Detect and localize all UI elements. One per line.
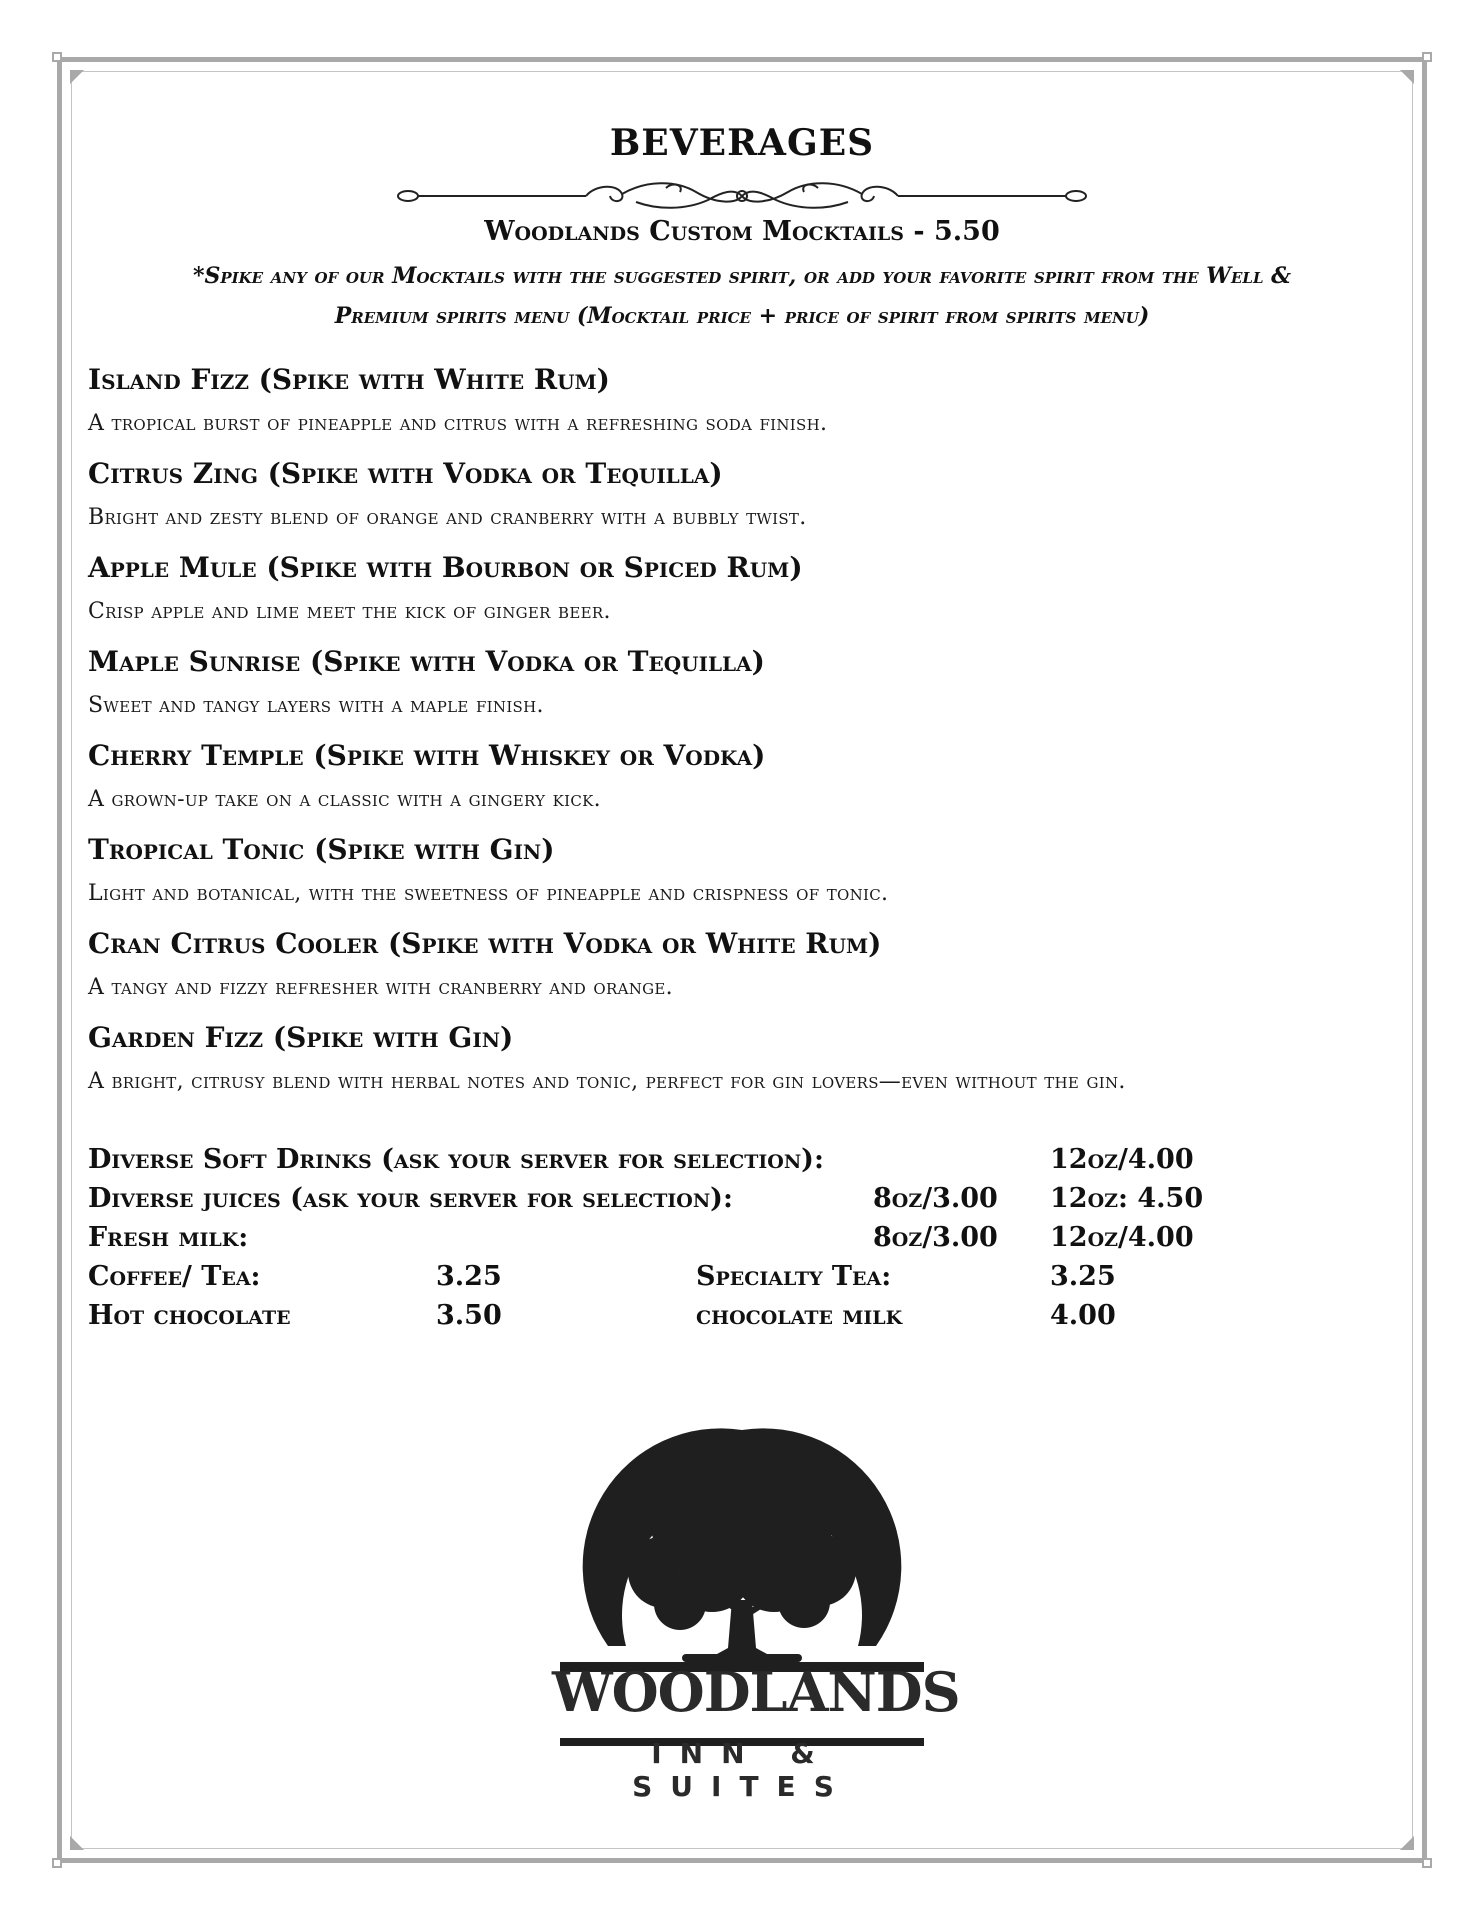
spike-note-line-1: *Spike any of our Mocktails with the suggested spirit, or add your favorite spirit from the Well &	[192, 263, 1292, 289]
drink-name: Garden Fizz (Spike with Gin)	[88, 1021, 514, 1054]
corner-ornament-top-left	[70, 70, 84, 84]
corner-square-top-left	[52, 52, 62, 62]
drink-name: Cherry Temple (Spike with Whiskey or Vodka)	[88, 739, 766, 772]
list-item	[88, 826, 1408, 920]
corner-ornament-bottom-right	[1400, 1836, 1414, 1850]
price-row-coffee-tea	[88, 1257, 1388, 1296]
coffee-tea-price: 3.25	[436, 1261, 502, 1292]
flourish-divider-icon	[396, 180, 1088, 212]
list-item	[88, 356, 1408, 450]
chocolate-milk-label: chocolate milk	[696, 1300, 903, 1331]
juices-8oz-price: 8oz/3.00	[873, 1183, 998, 1214]
page-title: BEVERAGES	[609, 122, 875, 164]
drink-description: A grown-up take on a classic with a gingery kick.	[88, 787, 601, 812]
list-item	[88, 638, 1408, 732]
corner-square-top-right	[1422, 52, 1432, 62]
corner-square-bottom-left	[52, 1858, 62, 1868]
list-item	[88, 920, 1408, 1014]
price-row-juices	[88, 1179, 1388, 1218]
soft-drinks-12oz-price: 12oz/4.00	[1050, 1144, 1194, 1175]
beverage-price-list	[88, 1140, 1388, 1335]
mocktail-list	[88, 356, 1408, 1108]
milk-label: Fresh milk:	[88, 1222, 249, 1253]
drink-name: Citrus Zing (Spike with Vodka or Tequilla)	[88, 457, 723, 490]
logo-tagline: INN & SUITES	[632, 1737, 852, 1803]
price-row-chocolate	[88, 1296, 1388, 1335]
drink-name: Island Fizz (Spike with White Rum)	[88, 363, 610, 396]
chocolate-milk-price: 4.00	[1050, 1300, 1116, 1331]
drink-description: Light and botanical, with the sweetness of pineapple and crispness of tonic.	[88, 881, 889, 906]
list-item	[88, 450, 1408, 544]
list-item	[88, 544, 1408, 638]
drink-name: Cran Citrus Cooler (Spike with Vodka or White Rum)	[88, 927, 882, 960]
list-item	[88, 732, 1408, 826]
corner-square-bottom-right	[1422, 1858, 1432, 1868]
hot-chocolate-price: 3.50	[436, 1300, 502, 1331]
soft-drinks-label: Diverse Soft Drinks (ask your server for selection):	[88, 1144, 824, 1175]
spike-note-line-2: Premium spirits menu (Mocktail price + price of spirit from spirits menu)	[334, 303, 1150, 329]
logo-wordmark: WOODLANDS	[552, 1660, 960, 1724]
price-row-milk	[88, 1218, 1388, 1257]
drink-description: A tangy and fizzy refresher with cranberry and orange.	[88, 975, 673, 1000]
corner-ornament-top-right	[1400, 70, 1414, 84]
mocktails-section-heading: Woodlands Custom Mocktails - 5.50	[484, 216, 1000, 247]
juices-12oz-price: 12oz: 4.50	[1050, 1183, 1204, 1214]
oak-tree-icon	[552, 1422, 960, 1782]
drink-description: A tropical burst of pineapple and citrus with a refreshing soda finish.	[88, 411, 828, 436]
spike-note	[88, 256, 1396, 336]
specialty-tea-label: Specialty Tea:	[696, 1261, 892, 1292]
corner-ornament-bottom-left	[70, 1836, 84, 1850]
juices-label: Diverse juices (ask your server for selection):	[88, 1183, 733, 1214]
milk-12oz-price: 12oz/4.00	[1050, 1222, 1194, 1253]
drink-name: Apple Mule (Spike with Bourbon or Spiced Rum)	[88, 551, 803, 584]
coffee-tea-label: Coffee/ Tea:	[88, 1261, 261, 1292]
drink-description: Sweet and tangy layers with a maple finish.	[88, 693, 544, 718]
specialty-tea-price: 3.25	[1050, 1261, 1116, 1292]
drink-description: A bright, citrusy blend with herbal notes and tonic, perfect for gin lovers—even without the gin.	[88, 1069, 1126, 1094]
list-item	[88, 1014, 1408, 1108]
drink-description: Bright and zesty blend of orange and cranberry with a bubbly twist.	[88, 505, 807, 530]
drink-name: Maple Sunrise (Spike with Vodka or Tequilla)	[88, 645, 765, 678]
drink-name: Tropical Tonic (Spike with Gin)	[88, 833, 555, 866]
price-row-soft-drinks	[88, 1140, 1388, 1179]
milk-8oz-price: 8oz/3.00	[873, 1222, 998, 1253]
drink-description: Crisp apple and lime meet the kick of ginger beer.	[88, 599, 611, 624]
hot-chocolate-label: Hot chocolate	[88, 1300, 291, 1331]
